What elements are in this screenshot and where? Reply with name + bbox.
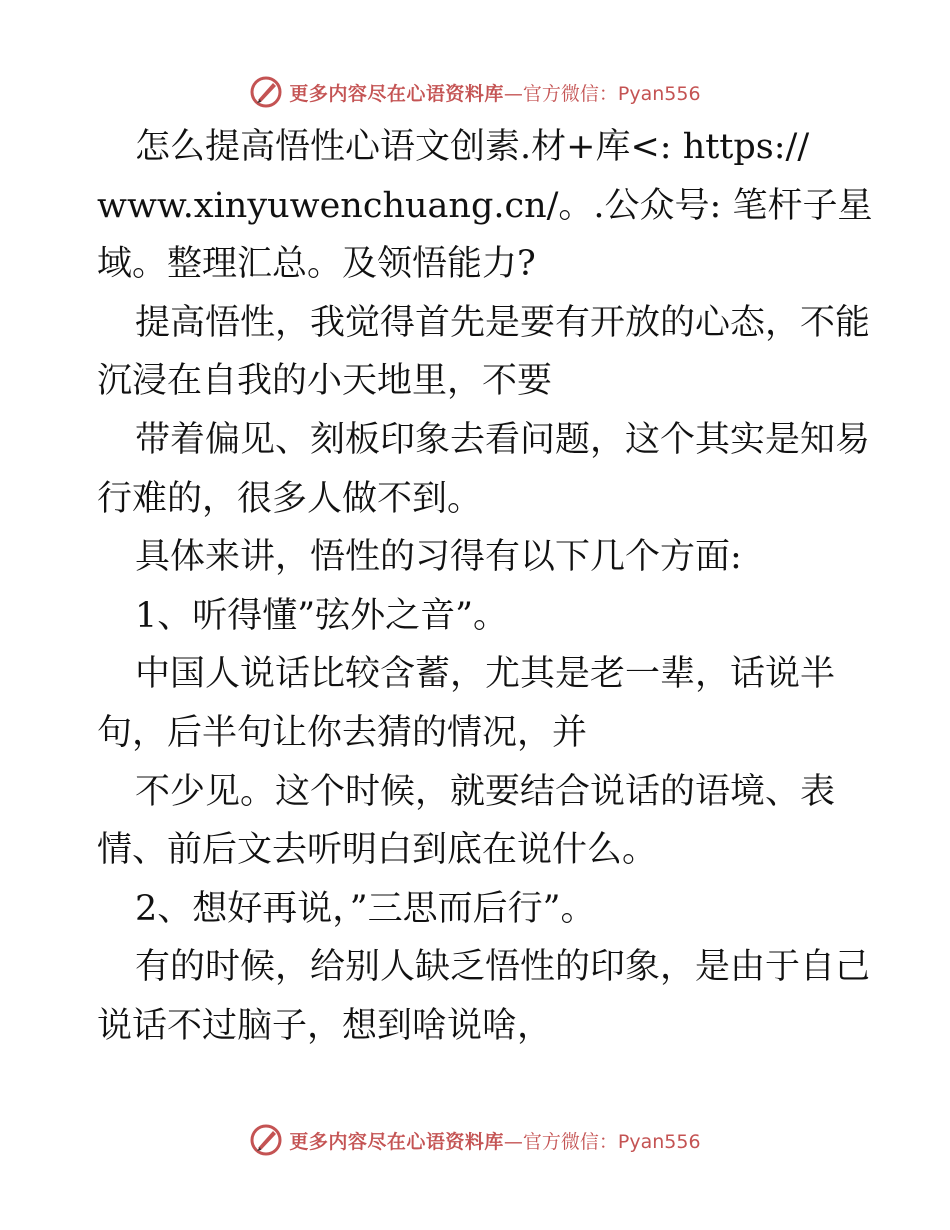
text-line: 说话不过脑子，想到啥说啥，: [97, 1005, 553, 1046]
document-body: [97, 118, 873, 1056]
footer-wechat-text: —官方微信：Pyan556: [503, 1130, 701, 1153]
footer-watermark: [0, 1120, 950, 1160]
header-wechat-text: —官方微信：Pyan556: [503, 82, 701, 105]
text-line: 有的时候，给别人缺乏悟性的印象，是由于自己: [135, 947, 871, 988]
text-line: 1、听得懂”弦外之音”。: [135, 595, 509, 636]
header-brand-text: 更多内容尽在心语资料库: [289, 82, 504, 105]
quill-logo-icon: [249, 1123, 283, 1157]
text-line: 情、前后文去听明白到底在说什么。: [97, 830, 658, 871]
text-line: 沉浸在自我的小天地里，不要: [97, 361, 553, 402]
quill-logo-icon: [249, 75, 283, 109]
text-line: 具体来讲，悟性的习得有以下几个方面:: [135, 537, 742, 578]
text-line: 不少见。这个时候，就要结合说话的语境、表: [135, 771, 836, 812]
header-watermark: [0, 72, 950, 112]
text-line: 行难的，很多人做不到。: [97, 478, 483, 519]
footer-brand-text: 更多内容尽在心语资料库: [289, 1130, 504, 1153]
text-line: 带着偏见、刻板印象去看问题，这个其实是知易: [135, 419, 871, 460]
text-line: 2、想好再说，”三思而后行”。: [135, 888, 596, 929]
text-line: 域。整理汇总。及领悟能力?: [97, 244, 536, 285]
text-line: 句，后半句让你去猜的情况，并: [97, 712, 588, 753]
text-line: 中国人说话比较含蓄，尤其是老一辈，话说半: [135, 654, 836, 695]
text-line: 怎么提高悟性心语文创素.材+库<: https://: [135, 127, 810, 167]
text-line: www.xinyuwenchuang.cn/。.公众号: 笔杆子星: [97, 185, 873, 226]
text-line: 提高悟性，我觉得首先是要有开放的心态，不能: [135, 302, 871, 343]
